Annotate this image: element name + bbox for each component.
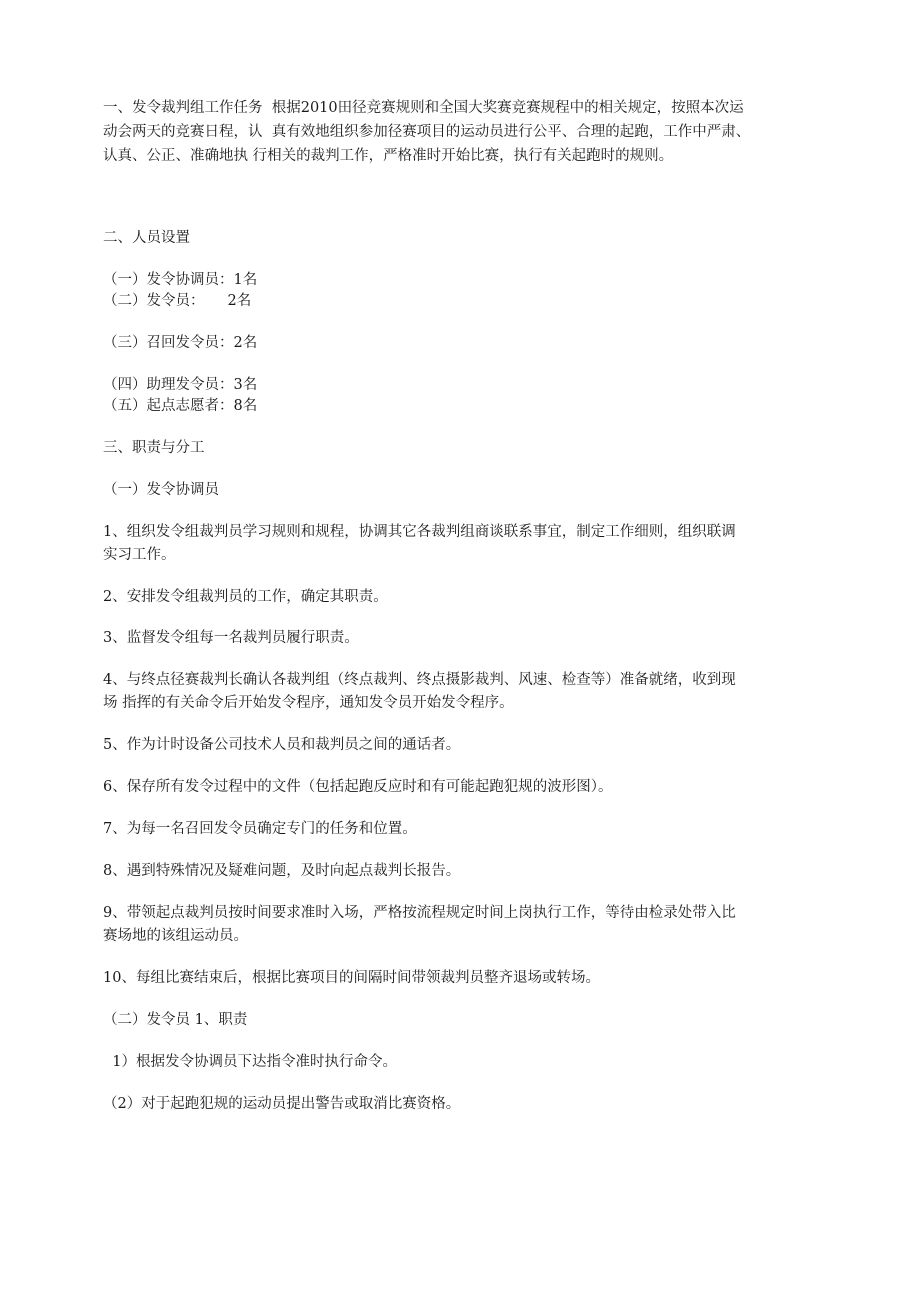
duty-item-9-line-1: 9、带领起点裁判员按时间要求准时入场，严格按流程规定时间上岗执行工作，等待由检录处带入比 [103, 905, 736, 921]
staff-item-volunteer: （五）起点志愿者：8名 [103, 398, 258, 414]
duty-item-9-line-2: 赛场地的该组运动员。 [103, 928, 248, 944]
section-1-task-line-3: 认真、公正、准确地执 行相关的裁判工作，严格准时开始比赛，执行有关起跑时的规则。 [103, 148, 674, 164]
section-1-task-line-1: 一、发令裁判组工作任务 根据2010田径竞赛规则和全国大奖赛竞赛规程中的相关规定，按照本次运 [103, 100, 744, 116]
duty-item-2: 2、安排发令组裁判员的工作，确定其职责。 [103, 589, 388, 605]
starter-duty-1: 1）根据发令协调员下达指令准时执行命令。 [103, 1054, 397, 1070]
section-3-heading: 三、职责与分工 [103, 440, 205, 456]
duty-item-4-line-2: 场 指挥的有关命令后开始发令程序，通知发令员开始发令程序。 [103, 695, 514, 711]
duty-item-7: 7、为每一名召回发令员确定专门的任务和位置。 [103, 821, 417, 837]
section-1-task-line-2: 动会两天的竞赛日程，认 真有效地组织参加径赛项目的运动员进行公平、合理的起跑，工作中严肃、 [103, 124, 751, 140]
duty-item-3: 3、监督发令组每一名裁判员履行职责。 [103, 630, 359, 646]
duty-item-8: 8、遇到特殊情况及疑难问题，及时向起点裁判长报告。 [103, 863, 461, 879]
section-2-heading: 二、人员设置 [103, 230, 190, 246]
duty-item-4-line-1: 4、与终点径赛裁判长确认各裁判组（终点裁判、终点摄影裁判、风速、检查等）准备就绪，收到现 [103, 672, 736, 688]
duty-item-10: 10、每组比赛结束后，根据比赛项目的间隔时间带领裁判员整齐退场或转场。 [103, 970, 600, 986]
duty-item-1-line-1: 1、组织发令组裁判员学习规则和规程，协调其它各裁判组商谈联系事宜，制定工作细则，组织联调 [103, 524, 736, 540]
duty-item-6: 6、保存所有发令过程中的文件（包括起跑反应时和有可能起跑犯规的波形图）。 [103, 779, 613, 795]
staff-item-coordinator: （一）发令协调员：1名 [103, 272, 258, 288]
duty-item-1-line-2: 实习工作。 [103, 547, 176, 563]
duty-item-5: 5、作为计时设备公司技术人员和裁判员之间的通话者。 [103, 737, 461, 753]
subsection-starter-heading: （二）发令员 1、职责 [103, 1012, 248, 1028]
staff-item-recall-starter: （三）召回发令员：2名 [103, 335, 258, 351]
subsection-coordinator-heading: （一）发令协调员 [103, 482, 219, 498]
staff-item-assistant-starter: （四）助理发令员：3名 [103, 377, 258, 393]
starter-duty-2: （2）对于起跑犯规的运动员提出警告或取消比赛资格。 [103, 1096, 461, 1112]
staff-item-starter: （二）发令员： 2名 [103, 293, 252, 309]
